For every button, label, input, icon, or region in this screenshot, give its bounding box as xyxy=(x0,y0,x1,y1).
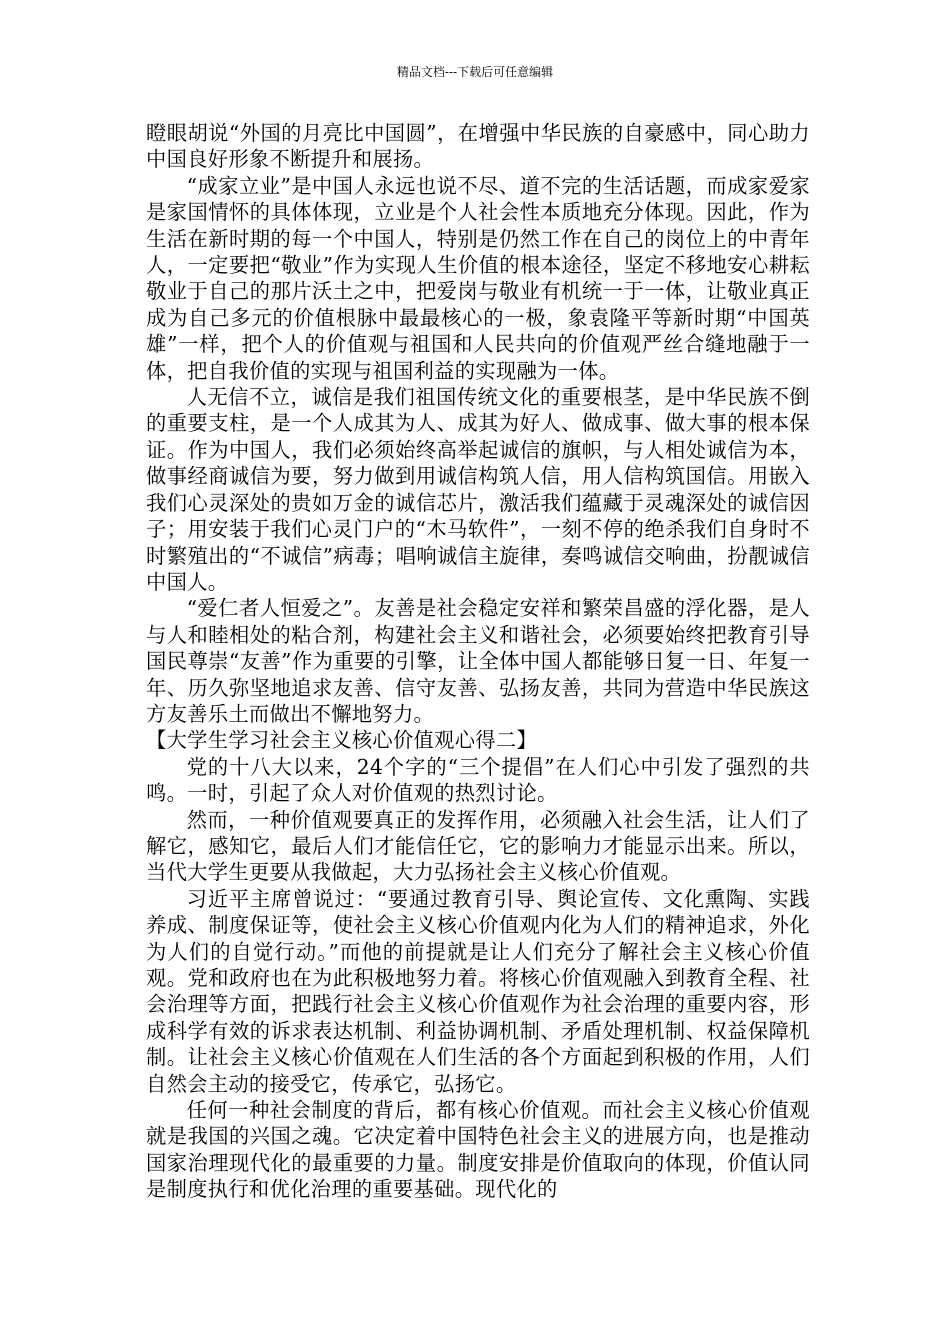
paragraph-integrity: 人无信不立，诚信是我们祖国传统文化的重要根茎，是中华民族不倒的重要支柱，是一个人成其为人、成其为好人、做成事、做大事的根本保证。作为中国人，我们必须始终高举起诚信的旗帜，与人相处诚信为本，做事经商诚信为要，努力做到用诚信构筑人信，用人信构筑国信。用嵌入我们心灵深处的贵如万金的诚信芯片，激活我们蕴藏于灵魂深处的诚信因子；用安装于我们心灵门户的“木马软件”，一刻不停的绝杀我们自身时不时繁殖出的“不诚信”病毒；唱响诚信主旋律，奏鸣诚信交响曲，扮靓诚信中国人。 xyxy=(146,385,810,594)
document-body xyxy=(146,120,810,1203)
paragraph-continuation: 瞪眼胡说“外国的月亮比中国圆”，在增强中华民族的自豪感中，同心助力中国良好形象不断提升和展扬。 xyxy=(146,121,810,172)
paragraph-career: “成家立业”是中国人永远也说不尽、道不完的生活话题，而成家爱家是家国情怀的具体体现，立业是个人社会性本质地充分体现。因此，作为生活在新时期的每一个中国人，特别是仍然工作在自己的岗位上的中青年人，一定要把“敬业”作为实现人生价值的根本途径，坚定不移地安心耕耘敬业于自己的那片沃土之中，把爱岗与敬业有机统一于一体，让敬业真正成为自己多元的价值根脉中最最核心的一极，象袁隆平等新时期“中国英雄”一样，把个人的价值观与祖国和人民共向的价值观严丝合缝地融于一体，把自我价值的实现与祖国利益的实现融为一体。 xyxy=(146,173,810,383)
section-heading: 【大学生学习社会主义核心价值观心得二】 xyxy=(146,728,538,753)
paragraph-social-system: 任何一种社会制度的背后，都有核心价值观。而社会主义核心价值观就是我国的兴国之魂。它决定着中国特色社会主义的进展方向，也是推动国家治理现代化的最重要的力量。制度安排是价值取向的体现，价值认同是制度执行和优化治理的重要基础。现代化的 xyxy=(146,1098,810,1202)
paragraph-value-function: 然而，一种价值观要真正的发挥作用，必须融入社会生活，让人们了解它，感知它，最后人们才能信任它，它的影响力才能显示出来。所以，当代大学生更要从我做起，大力弘扬社会主义核心价值观。 xyxy=(146,807,810,885)
paragraph-eighteenth-congress: 党的十八大以来，24个字的“三个提倡”在人们心中引发了强烈的共鸣。一时，引起了众人对价值观的热烈讨论。 xyxy=(146,754,810,806)
paragraph-friendliness: “爱仁者人恒爱之”。友善是社会稳定安祥和繁荣昌盛的浮化器，是人与人和睦相处的粘合剂，构建社会主义和谐社会，必须要始终把教育引导国民尊崇“友善”作为重要的引擎，让全体中国人都能够日复一日、年复一年、历久弥坚地追求友善、信守友善、弘扬友善，共同为营造中华民族这方友善乐土而做出不懈地努力。 xyxy=(146,596,810,726)
page-header: 精品文档---下载后可任意编辑 xyxy=(396,65,554,79)
paragraph-xi-quote: 习近平主席曾说过：“要通过教育引导、舆论宣传、文化熏陶、实践养成、制度保证等，使社会主义核心价值观内化为人们的精神追求，外化为人们的自觉行动。”而他的前提就是让人们充分了解社会主义核心价值观。党和政府也在为此积极地努力着。将核心价值观融入到教育全程、社会治理等方面，把践行社会主义核心价值观作为社会治理的重要内容，形成科学有效的诉求表达机制、利益协调机制、矛盾处理机制、权益保障机制。让社会主义核心价值观在人们生活的各个方面起到积极的作用，人们自然会主动的接受它，传承它，弘扬它。 xyxy=(146,886,810,1096)
